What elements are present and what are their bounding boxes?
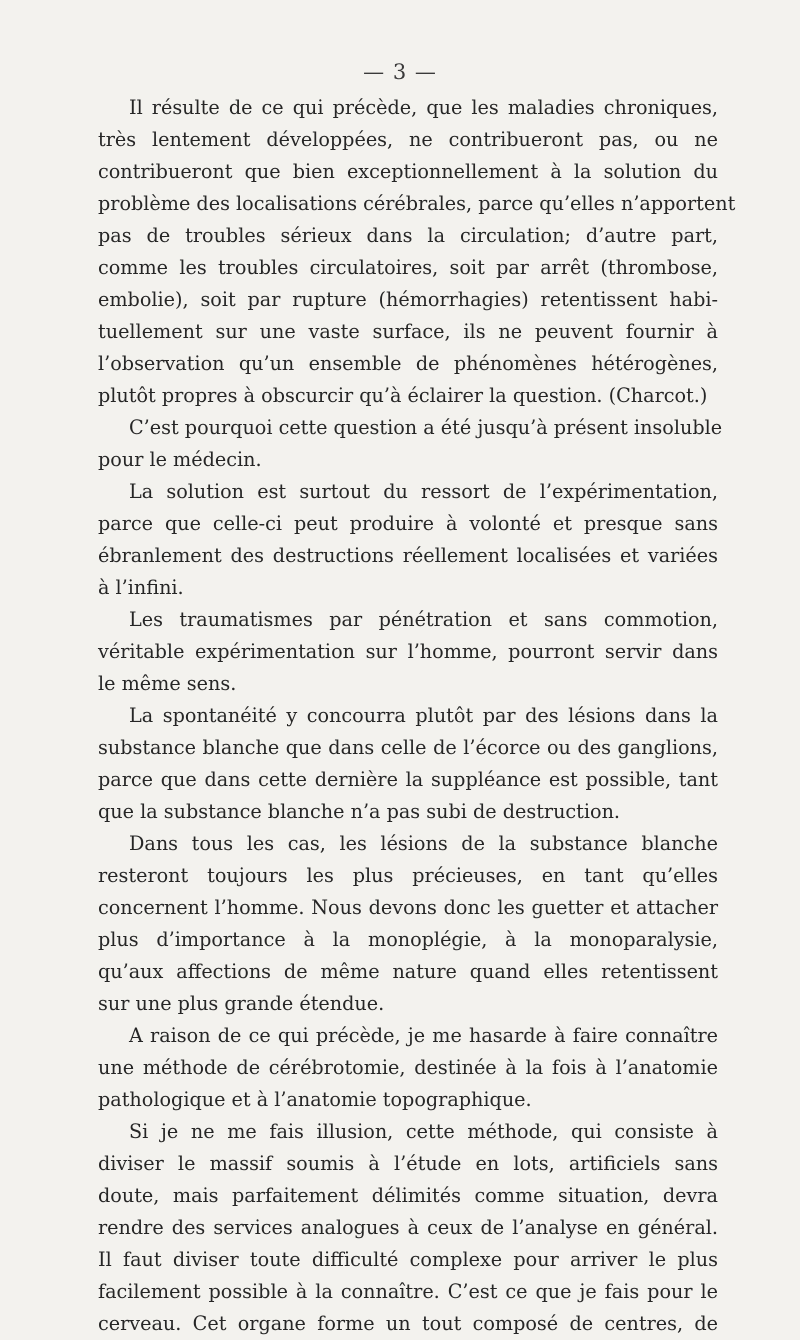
text-line: à l’infini. [98, 576, 184, 599]
text-line: substance blanche que dans celle de l’écorce ou des ganglions, [98, 736, 718, 759]
text-line: plutôt propres à obscurcir qu’à éclairer la question. (Charcot.) [98, 384, 708, 407]
paragraph-1 [98, 92, 736, 412]
text-line: que la substance blanche n’a pas subi de destruction. [98, 800, 621, 823]
text-line: l’observation qu’un ensemble de phénomènes hétérogènes, [98, 352, 718, 375]
text-line: pas de troubles sérieux dans la circulation; d’autre part, [98, 224, 718, 247]
text-line: Dans tous les cas, les lésions de la substance blanche [129, 832, 718, 855]
text-line: plus d’importance à la monoplégie, à la monoparalysie, [98, 928, 718, 951]
text-line: concernent l’homme. Nous devons donc les guetter et attacher [98, 896, 718, 919]
text-line: ébranlement des destructions réellement localisées et variées [98, 544, 718, 567]
text-line: véritable expérimentation sur l’homme, pourront servir dans [98, 640, 718, 663]
text-line: embolie), soit par rupture (hémorrhagies) retentissent habi- [98, 288, 718, 311]
text-line: Il résulte de ce qui précède, que les maladies chroniques, [129, 96, 718, 119]
text-line: pour le médecin. [98, 448, 262, 471]
text-line: problème des localisations cérébrales, parce qu’elles n’apportent [98, 192, 736, 215]
paragraph-8 [98, 1116, 718, 1340]
text-line: le même sens. [98, 672, 237, 695]
body-text [98, 92, 736, 1340]
paragraph-5 [98, 700, 718, 828]
text-line: doute, mais parfaitement délimités comme situation, devra [98, 1184, 718, 1207]
paragraph-4 [98, 604, 718, 700]
text-line: Il faut diviser toute difficulté complexe pour arriver le plus [98, 1248, 718, 1271]
text-line: La spontanéité y concourra plutôt par des lésions dans la [129, 704, 718, 727]
text-line: parce que dans cette dernière la suppléance est possible, tant [98, 768, 718, 791]
paragraph-6 [98, 828, 718, 1020]
text-line: La solution est surtout du ressort de l’expérimentation, [129, 480, 718, 503]
text-line: rendre des services analogues à ceux de l’analyse en général. [98, 1216, 718, 1239]
paragraph-2 [98, 412, 723, 476]
text-line: tuellement sur une vaste surface, ils ne peuvent fournir à [98, 320, 718, 343]
paragraph-7 [98, 1020, 718, 1116]
text-line: très lentement développées, ne contribueront pas, ou ne [98, 128, 718, 151]
text-line: C’est pourquoi cette question a été jusqu’à présent insoluble [129, 416, 723, 439]
page-number: — 3 — [363, 60, 437, 84]
text-line: pathologique et à l’anatomie topographique. [98, 1088, 532, 1111]
text-line: sur une plus grande étendue. [98, 992, 385, 1015]
text-line: comme les troubles circulatoires, soit par arrêt (thrombose, [98, 256, 718, 279]
text-line: Si je ne me fais illusion, cette méthode, qui consiste à [129, 1120, 718, 1143]
text-line: resteront toujours les plus précieuses, en tant qu’elles [98, 864, 718, 887]
text-line: A raison de ce qui précède, je me hasarde à faire connaître [129, 1024, 718, 1047]
text-line: cerveau. Cet organe forme un tout composé de centres, de [98, 1312, 718, 1335]
text-line: parce que celle-ci peut produire à volonté et presque sans [98, 512, 718, 535]
text-line: diviser le massif soumis à l’étude en lots, artificiels sans [98, 1152, 718, 1175]
text-line: facilement possible à la connaître. C’est ce que je fais pour le [98, 1280, 718, 1303]
text-line: Les traumatismes par pénétration et sans commotion, [129, 608, 718, 631]
paragraph-3 [98, 476, 718, 604]
text-line: qu’aux affections de même nature quand elles retentissent [98, 960, 718, 983]
text-line: contribueront que bien exceptionnellement à la solution du [98, 160, 718, 183]
text-line: une méthode de cérébrotomie, destinée à la fois à l’anatomie [98, 1056, 718, 1079]
